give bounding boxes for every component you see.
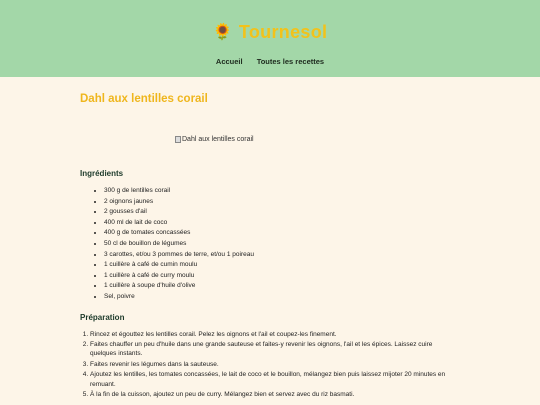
ingredient-item: • 2 gousses d'ail [104, 207, 460, 218]
ingredients-heading: Ingrédients [80, 169, 124, 178]
ingredient-item: • 400 g de tomates concassées [104, 228, 460, 239]
nav-item-accueil[interactable]: Accueil [215, 57, 243, 66]
preparation-step: 5. À la fin de la cuisson, ajoutez un peu de curry. Mélangez bien et servez avec du riz basmati. [90, 390, 460, 399]
ingredient-item: • 50 cl de bouillon de légumes [104, 239, 460, 250]
preparation-step: 1. Rincez et égouttez les lentilles corail. Pelez les oignons et l'ail et coupez-les finement. [90, 330, 460, 339]
ingredient-item: • 1 cuillère à soupe d'huile d'olive [104, 281, 460, 292]
ingredient-item: • Sel, poivre [104, 292, 460, 303]
site-title: Tournesol [238, 22, 328, 42]
ingredient-item: • 1 cuillère à café de curry moulu [104, 271, 460, 282]
preparation-steps [80, 330, 460, 400]
ingredients-list [80, 186, 460, 303]
ingredient-item: • 2 oignons jaunes [104, 197, 460, 208]
ingredient-item: • 300 g de lentilles corail [104, 186, 460, 197]
recipe-title: Dahl aux lentilles corail [80, 93, 208, 105]
recipe-content [0, 77, 540, 399]
preparation-step: 2. Faites chauffer un peu d'huile dans une grande sauteuse et faites-y revenir les oignons, l'ail et les épices. Laissez cuire quelques instants. [90, 340, 460, 359]
recipe-image [175, 136, 460, 143]
preparation-heading: Préparation [80, 312, 125, 322]
preparation-step: 3. Faites revenir les légumes dans la sauteuse. [90, 360, 460, 369]
broken-image-icon [175, 136, 181, 143]
main-nav [0, 57, 540, 66]
recipe-image-alt: Dahl aux lentilles corail [182, 136, 254, 143]
ingredient-item: • 400 ml de lait de coco [104, 218, 460, 229]
preparation-step: 4. Ajoutez les lentilles, les tomates concassées, le lait de coco et le bouillon, mélangez bien puis laissez mijoter 20 minutes en remuant. [90, 370, 460, 389]
site-brand[interactable] [0, 22, 540, 43]
site-header [0, 0, 540, 77]
nav-item-all-recipes[interactable]: Toutes les recettes [256, 57, 325, 66]
sunflower-icon: 🌻 [212, 24, 233, 41]
ingredient-item: • 1 cuillère à café de cumin moulu [104, 260, 460, 271]
ingredient-item: • 3 carottes, et/ou 3 pommes de terre, et/ou 1 poireau [104, 250, 460, 261]
